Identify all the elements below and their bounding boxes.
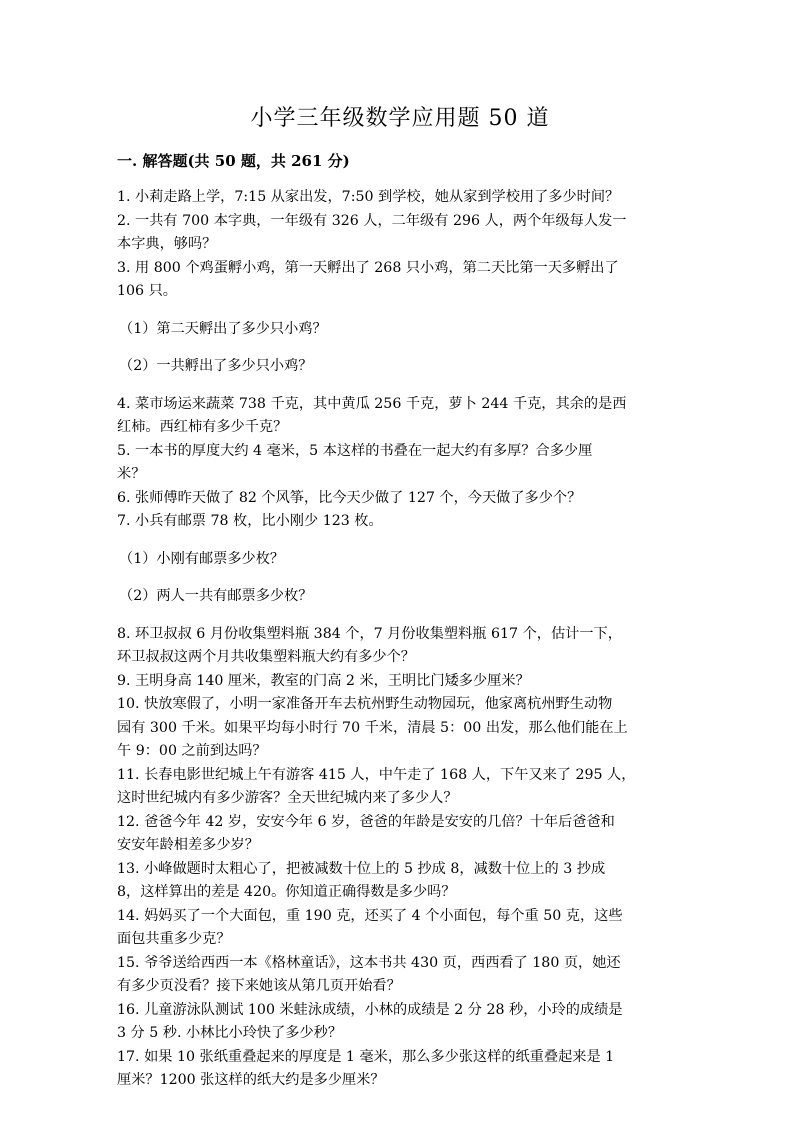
- question-7-part-2: （2）两人一共有邮票多少枚？: [119, 588, 313, 604]
- question-15: 15. 爷爷送给西西一本《格林童话》，这本书共 430 页，西西看了 180 页，她还: [117, 954, 621, 971]
- question-2-cont: 本字典，够吗？: [117, 236, 217, 252]
- question-9: 9. 王明身高 140 厘米，教室的门高 2 米，王明比门矮多少厘米？: [117, 672, 530, 689]
- question-5: 5. 一本书的厚度大约 4 毫米，5 本这样的书叠在一起大约有多厚？合多少厘: [117, 442, 593, 459]
- question-3: 3. 用 800 个鸡蛋孵小鸡，第一天孵出了 268 只小鸡，第二天比第一天多孵出了: [117, 259, 619, 276]
- question-13-cont: 8，这样算出的差是 420。你知道正确得数是多少吗？: [117, 884, 456, 900]
- question-7: 7. 小兵有邮票 78 枚，比小刚少 123 枚。: [117, 513, 383, 529]
- question-11: 11. 长春电影世纪城上午有游客 415 人，中午走了 168 人，下午又来了 295 人，: [117, 766, 636, 783]
- question-8-cont: 环卫叔叔这两个月共收集塑料瓶大约有多少个？: [117, 649, 415, 665]
- question-10-cont: 园有 300 千米。如果平均每小时行 70 千米，清晨 5：00 出发，那么他们能在上: [117, 719, 628, 736]
- question-4: 4. 菜市场运来蔬菜 738 千克，其中黄瓜 256 千克，萝卜 244 千克，其余的是西: [117, 395, 627, 412]
- question-14-cont: 面包共重多少克？: [117, 931, 231, 947]
- question-2: 2. 一共有 700 本字典，一年级有 326 人，二年级有 296 人，两个年级每人发一: [117, 212, 627, 229]
- question-5-cont: 米？: [117, 466, 146, 482]
- question-10: 10. 快放寒假了，小明一家准备开车去杭州野生动物园玩，他家离杭州野生动物: [117, 696, 613, 712]
- question-16: 16. 儿童游泳队测试 100 米蛙泳成绩，小林的成绩是 2 分 28 秒，小玲的成绩是: [117, 1001, 623, 1018]
- question-8: 8. 环卫叔叔 6 月份收集塑料瓶 384 个，7 月份收集塑料瓶 617 个，估计一下，: [117, 625, 622, 642]
- question-4-cont: 红柿。西红柿有多少千克？: [117, 419, 288, 435]
- question-17: 17. 如果 10 张纸重叠起来的厚度是 1 毫米，那么多少张这样的纸重叠起来是 1: [117, 1048, 615, 1065]
- question-12-cont: 安安年龄相差多少岁？: [117, 837, 259, 853]
- question-3-cont: 106 只。: [117, 283, 177, 299]
- section-heading: 一. 解答题(共 50 题，共 261 分): [117, 152, 350, 170]
- question-10-cont-2: 午 9：00 之前到达吗？: [117, 743, 267, 759]
- question-14: 14. 妈妈买了一个大面包，重 190 克，还买了 4 个小面包，每个重 50 克，这些: [117, 907, 623, 924]
- question-1: 1. 小莉走路上学，7:15 从家出发，7:50 到学校，她从家到学校用了多少时间？: [117, 189, 620, 205]
- question-15-cont: 有多少页没看？接下来她该从第几页开始看？: [117, 978, 401, 994]
- question-list: [117, 186, 685, 1093]
- question-12: 12. 爸爸今年 42 岁，安安今年 6 岁，爸爸的年龄是安安的几倍？十年后爸爸和: [117, 813, 615, 830]
- question-13: 13. 小峰做题时太粗心了，把被减数十位上的 5 抄成 8，减数十位上的 3 抄成: [117, 860, 606, 877]
- question-11-cont: 这时世纪城内有多少游客？全天世纪城内来了多少人？: [117, 790, 458, 806]
- question-6: 6. 张师傅昨天做了 82 个风筝，比今天少做了 127 个，今天做了多少个？: [117, 489, 582, 506]
- question-3-part-1: （1）第二天孵出了多少只小鸡？: [119, 320, 327, 337]
- question-17-cont: 厘米？1200 张这样的纸大约是多少厘米？: [117, 1072, 385, 1088]
- question-7-part-1: （1）小刚有邮票多少枚？: [119, 550, 285, 567]
- page-title: 小学三年级数学应用题 50 道: [250, 106, 550, 131]
- question-16-cont: 3 分 5 秒. 小林比小玲快了多少秒？: [117, 1025, 343, 1041]
- question-3-part-2: （2）一共孵出了多少只小鸡？: [119, 358, 313, 374]
